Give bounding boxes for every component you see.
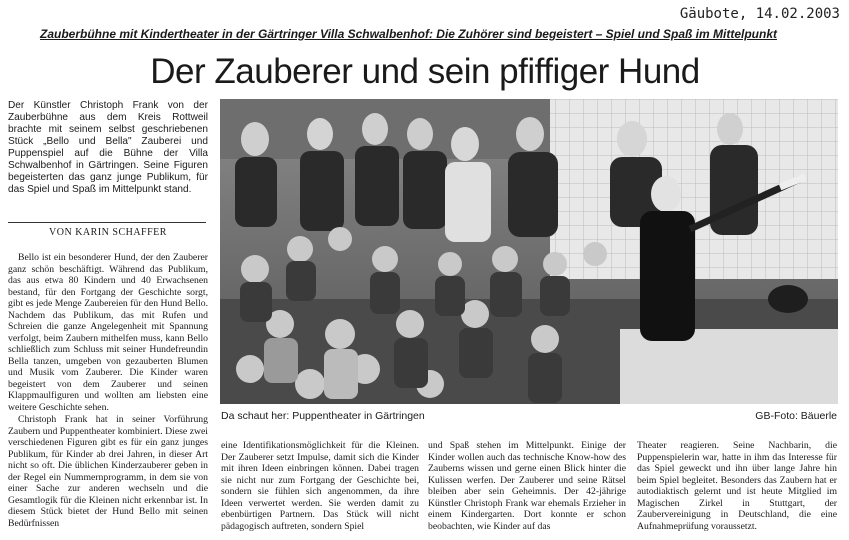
kicker-line: Zauberbühne mit Kindertheater in der Gärtringer Villa Schwalbenhof: Die Zuhörer sind begeistert – Spiel und Spaß im Mittelpunkt [40,27,777,41]
newspaper-source-date: Gäubote, 14.02.2003 [679,6,840,22]
article-column-1b [8,414,208,529]
paragraph: Theater reagieren. Seine Nachbarin, die Puppenspielerin war, hatte in ihm das Interesse für das Spiel geweckt und ihn über lange Jahre hin beim Spiel begleitet. Besonders das Zaubern hat er autodiaktisch gelernt und ist heute Mitglied im Magischen Zirkel in Stuttgart, der Zaubervereinigung in Deutschland, die eine Aufnahmeprüfung voraussetzt. [637,440,837,532]
photo-credit: GB-Foto: Bäuerle [755,410,837,422]
paragraph: eine Identifikationsmöglichkeit für die Kleinen. Der Zauberer setzt Impulse, damit sich die Kinder mit ihren Ideen einbringen können. Dabei tragen sie nicht nur zum Fortgang der Geschichte bei, sondern sie fühlen sich angenommen, da ihre Ideen verwertet werden. Sie werden damit zu ebenbürtigen Partnern. Das Stück will nicht pädagogisch auftreten, sondern Spiel [221,440,419,532]
photo-illustration [220,99,838,404]
headline: Der Zauberer und sein pfiffiger Hund [150,52,700,91]
divider [8,222,206,223]
paragraph: Christoph Frank hat in seiner Vorführung Zaubern und Puppentheater kombiniert. Diese zwei verschiedenen Figuren gibt es für ein ganz junges Publikum, für Kinder ab drei Jahren, in dieser Art nicht so oft. Die üblichen Kinderzauberer geben in der Regel ein Nummernprogramm, in dem sie von einer Sache zur anderen wechseln und die Gesamtlogik für die Kleinen nicht erkennbar ist. In diesem Stück bietet der Hund Bello mit seinen Bedürfnissen [8,414,208,529]
article-column-2 [221,440,419,532]
photo-caption: Da schaut her: Puppentheater in Gärtringen [221,410,425,422]
article-column-1 [8,252,208,413]
paragraph: und Spaß stehen im Mittelpunkt. Einige der Kinder wollen auch das technische Know-how des Zauberns wissen und gerne einen Blick hinter die Kulissen werfen. Der Zauberer und seine Rätsel bleiben aber sein Geheimnis. Der 42-jährige Künstler Christoph Frank war ehemals Erzieher in einem Kindergarten. Dort konnte er schon beobachten, wie Kinder auf das [428,440,626,532]
article-column-3 [428,440,626,532]
article-column-4 [637,440,837,532]
article-photo [220,99,838,404]
byline: VON KARIN SCHAFFER [49,227,167,238]
lead-paragraph: Der Künstler Christoph Frank von der Zauberbühne aus dem Kreis Rottweil brachte mit seinem selbst geschriebenen Stück „Bello und Bella" Zauberei und Puppenspiel auf die Bühne der Villa Schwalbenhof in Gärtringen. Seine Figuren begeisterten das ganz junge Publikum, für das Spiel und Spaß im Mittelpunkt stand. [8,100,208,195]
paragraph: Bello ist ein besonderer Hund, der den Zauberer ganz schön beschäftigt. Während das Publikum, das aus etwa 80 Kindern und 40 Erwachsenen bestand, für den Fortgang der Geschichte sorgt, gibt es jede Menge Zaubereien für den Hund Bello. Nachdem das Publikum, das mit Rufen und Schreien die ganze Angelegenheit mit Spannung verfolgt, beim Zaubern mithelfen muss, kann Bello schließlich zum Schluss mit seiner Hundefreundin Bella tanzen, umgeben von gezauberten Blumen und Musik vom Zauberer. Die Kinder waren begeistert von dem Zauberer und seinen Klappmaulfiguren und wollten am liebsten eine weitere Geschichte sehen. [8,252,208,413]
